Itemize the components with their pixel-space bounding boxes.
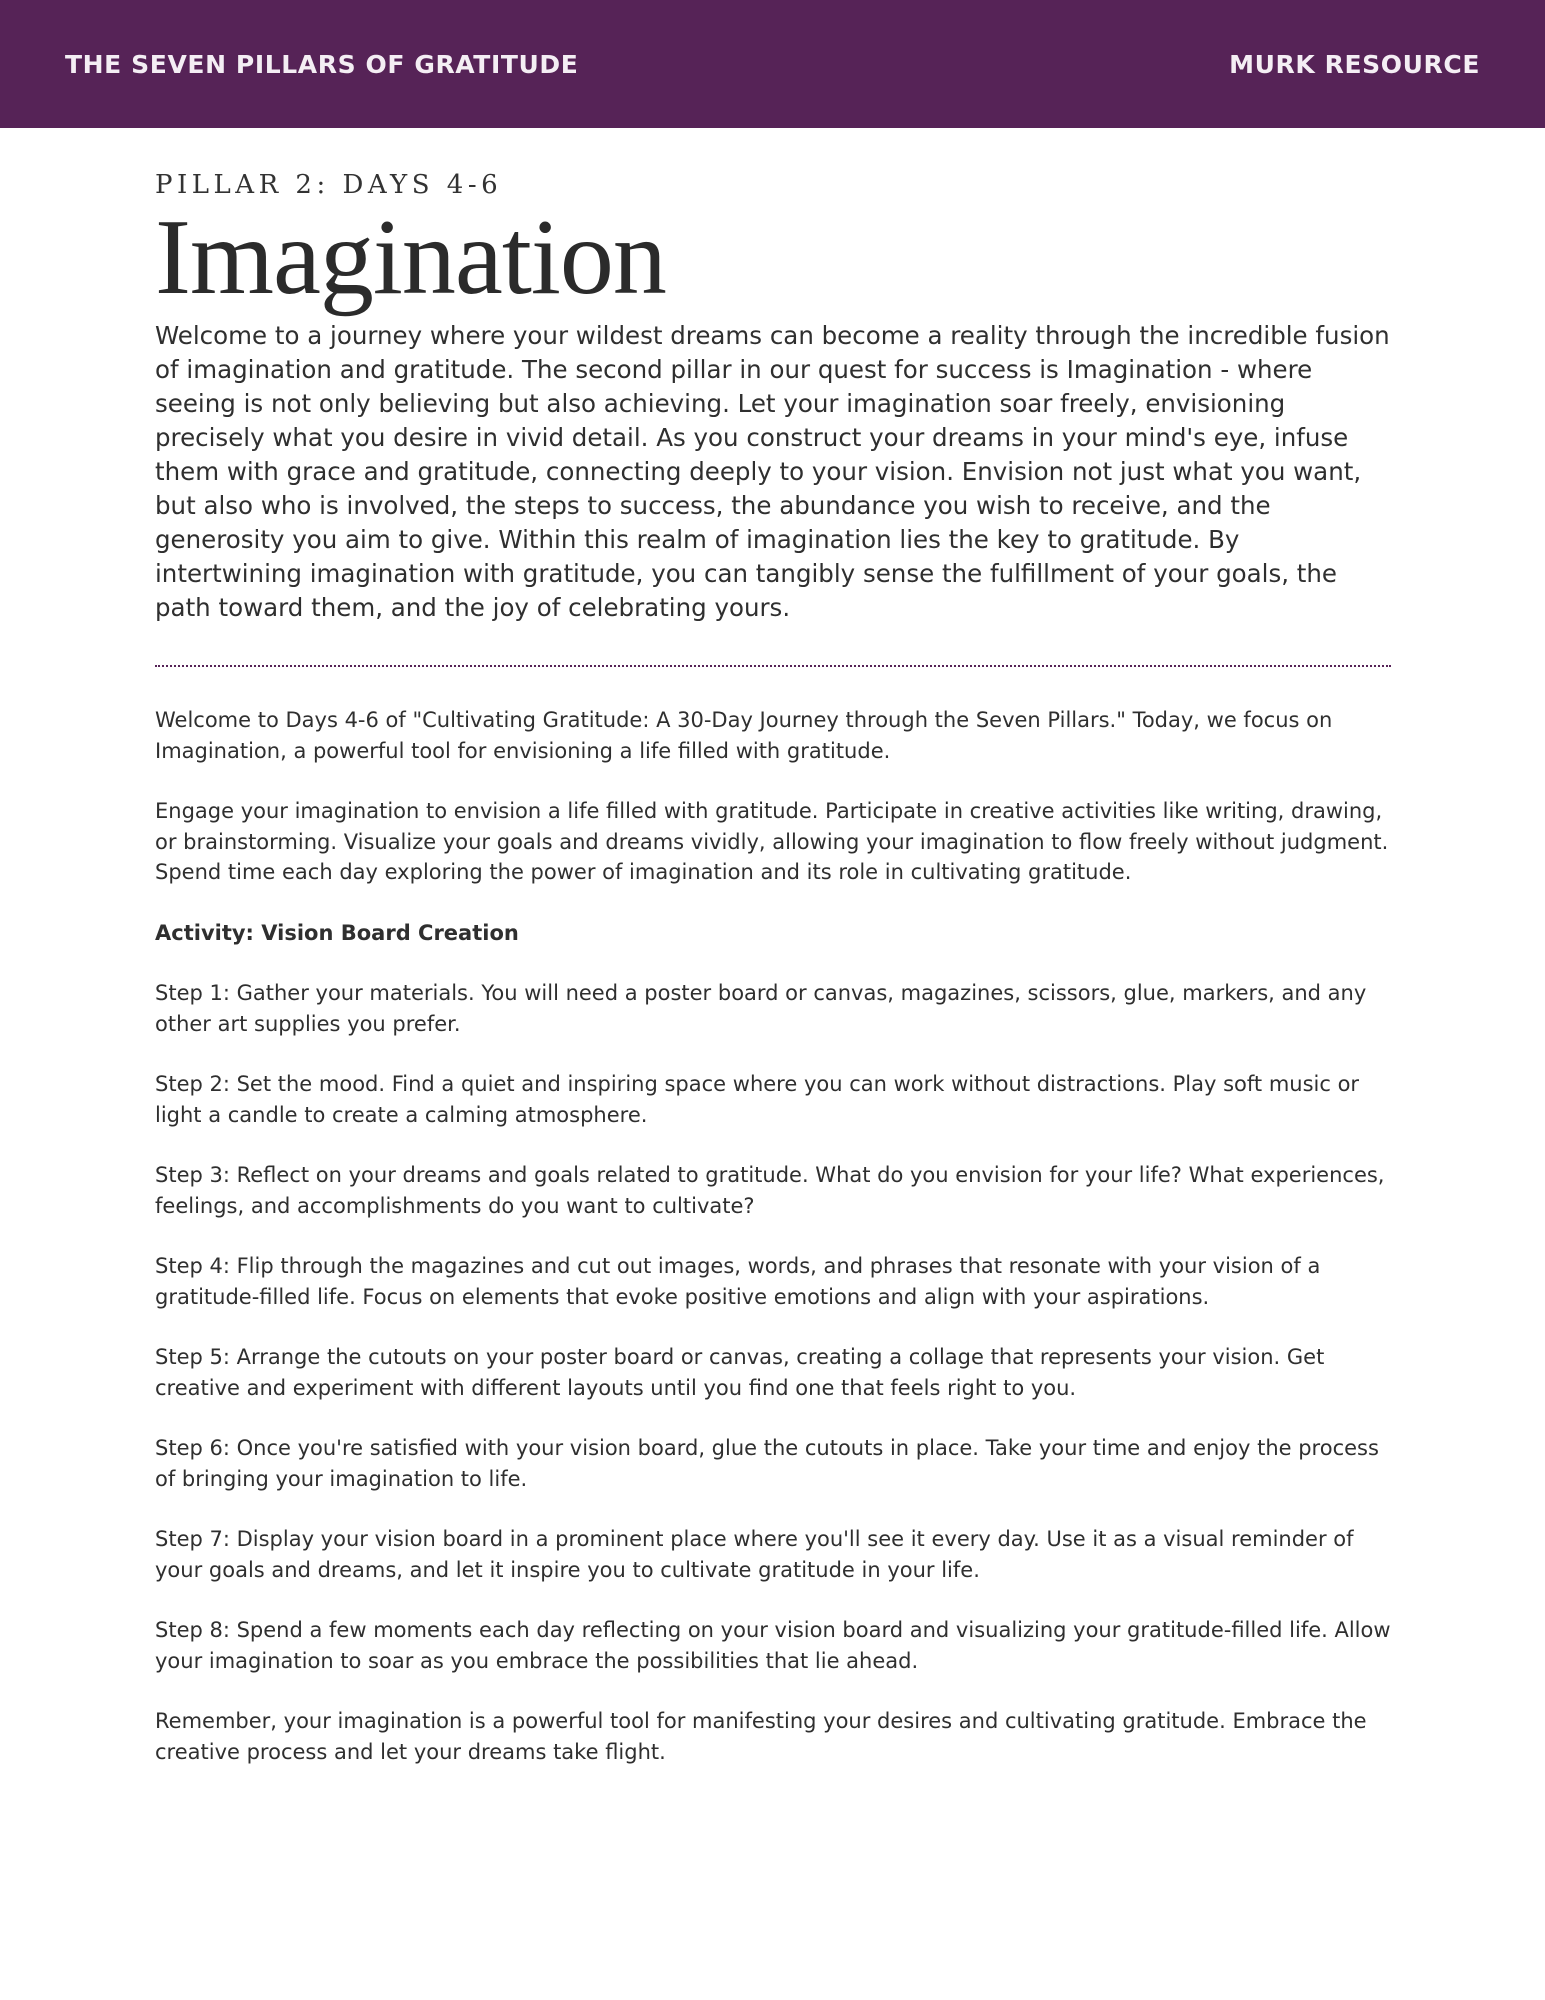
step-5: Step 5: Arrange the cutouts on your poster board or canvas, creating a collage that represents your vision. Get creative and experiment with different layouts until you find one that feels right to you. [155,1345,1325,1400]
closing-paragraph: Remember, your imagination is a powerful tool for manifesting your desires and cultivating gratitude. Embrace the creative process and let your dreams take flight. [155,1709,1367,1764]
header-bar [0,0,1545,128]
resource-label: MURK RESOURCE [1229,49,1480,79]
step-4: Step 4: Flip through the magazines and cut out images, words, and phrases that resonate with your vision of a gratitude-filled life. Focus on elements that evoke positive emotions and align with your aspirations. [155,1254,1321,1309]
step-8: Step 8: Spend a few moments each day reflecting on your vision board and visualizing your gratitude-filled life. Allow your imagination to soar as you embrace the possibilities that lie ahead. [155,1618,1391,1673]
document-series-title: THE SEVEN PILLARS OF GRATITUDE [65,49,579,79]
dotted-divider [155,665,1391,667]
page-content [155,165,1391,1797]
intro-paragraph: Welcome to Days 4-6 of "Cultivating Gratitude: A 30-Day Journey through the Seven Pillars." Today, we focus on Imagination, a powerful tool for envisioning a life filled with gratitude. [155,708,1333,763]
step-1: Step 1: Gather your materials. You will need a poster board or canvas, magazines, scissors, glue, markers, and any other art supplies you prefer. [155,981,1367,1036]
engage-paragraph: Engage your imagination to envision a life filled with gratitude. Participate in creative activities like writing, drawing, or brainstorming. Visualize your goals and dreams vividly, allowing your imagination to flow freely without judgment. Spend time each day exploring the power of imagination and its role in cultivating gratitude. [155,799,1389,884]
step-6: Step 6: Once you're satisfied with your vision board, glue the cutouts in place. Take your time and enjoy the process of bringing your imagination to life. [155,1436,1379,1491]
step-7: Step 7: Display your vision board in a prominent place where you'll see it every day. Use it as a visual reminder of your goals and dreams, and let it inspire you to cultivate gratitude in your life. [155,1527,1354,1582]
section-kicker: PILLAR 2: DAYS 4-6 [155,170,503,200]
step-3: Step 3: Reflect on your dreams and goals related to gratitude. What do you envision for your life? What experiences, feelings, and accomplishments do you want to cultivate? [155,1163,1385,1218]
step-2: Step 2: Set the mood. Find a quiet and inspiring space where you can work without distractions. Play soft music or light a candle to create a calming atmosphere. [155,1072,1360,1127]
activity-heading: Activity: Vision Board Creation [155,920,519,945]
page-title: Imagination [155,198,666,317]
lead-paragraph: Welcome to a journey where your wildest dreams can become a reality through the incredible fusion of imagination and gratitude. The second pillar in our quest for success is Imagination - where seeing is not only believing but also achieving. Let your imagination soar freely, envisioning precisely what you desire in vivid detail. As you construct your dreams in your mind's eye, infuse them with grace and gratitude, connecting deeply to your vision. Envision not just what you want, but also who is involved, the steps to success, the abundance you wish to receive, and the generosity you aim to give. Within this realm of imagination lies the key to gratitude. By intertwining imagination with gratitude, you can tangibly sense the fulfillment of your goals, the path toward them, and the joy of celebrating yours. [155,321,1390,622]
body-text [155,705,1391,1767]
